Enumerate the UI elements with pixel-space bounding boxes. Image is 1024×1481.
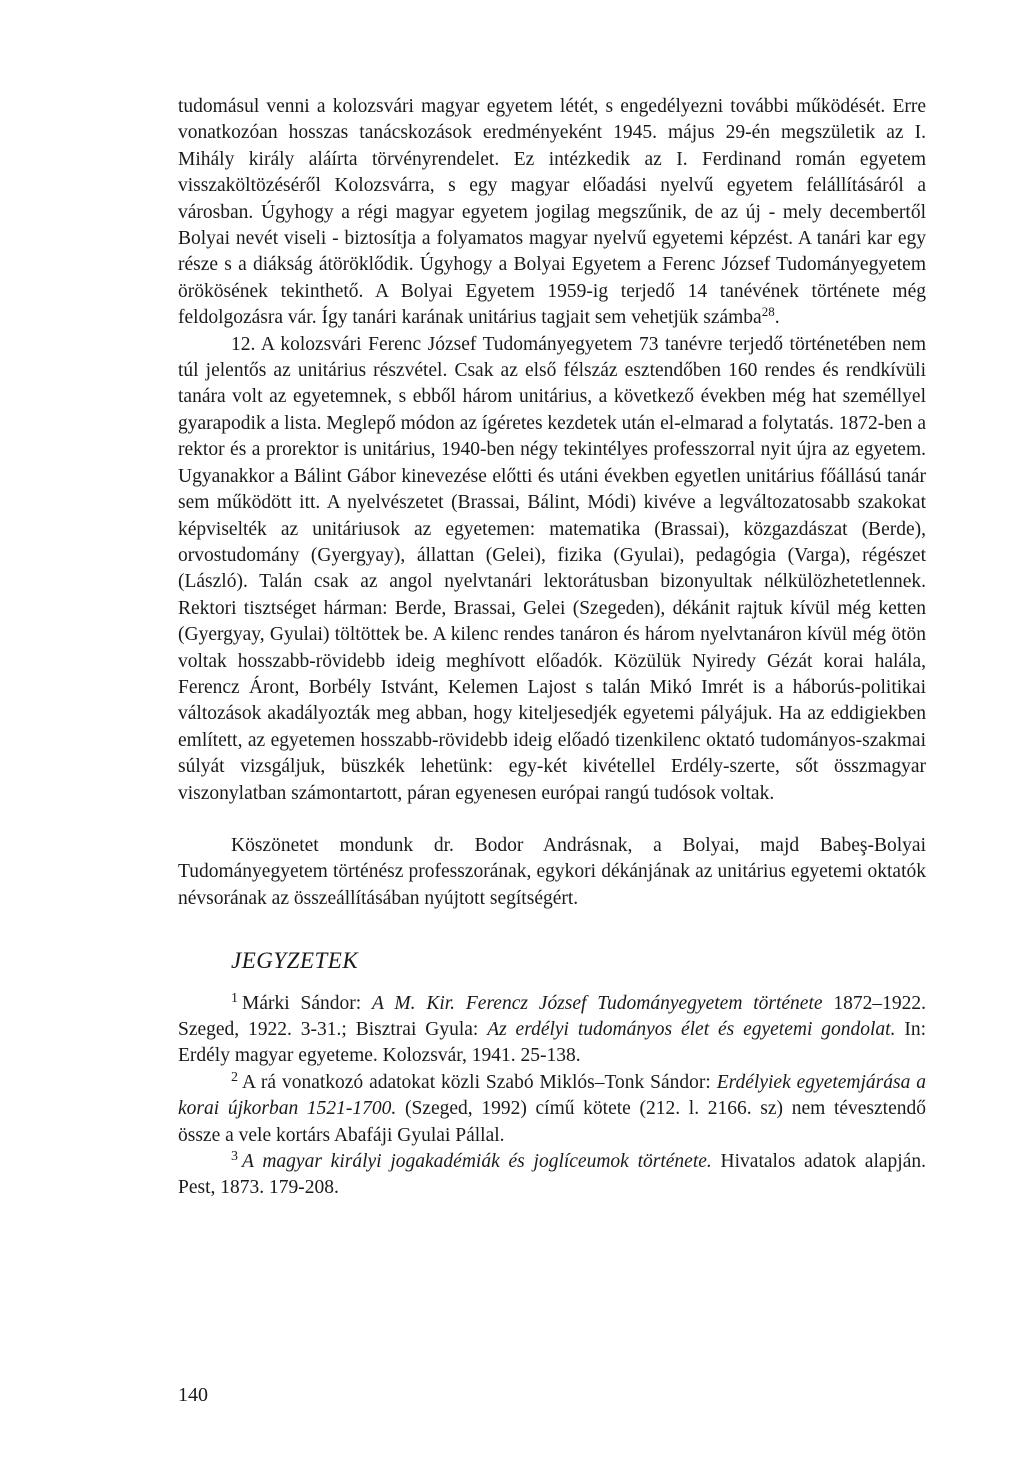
page-number: 140 (178, 1384, 208, 1406)
paragraph-1: tudomásul venni a kolozsvári magyar egyetem létét, s engedélyezni további működését. Erre vonatkozóan hosszas tanácskozások eredményeként 1945. május 29-én megszületik az I. Mihály király aláírta törvényrendelet. Ez intézkedik az I. Ferdinand román egyetem visszaköltözéséről Kolozsvárra, s egy magyar előadási nyelvű egyetem felállításáról a városban. Úgyhogy a régi magyar egyetem jogilag megszűnik, de az új - mely decembertől Bolyai nevét viseli - biztosítja a folyamatos magyar nyelvű egyetemi képzést. A tanári kar egy része s a diákság átöröklődik. Úgyhogy a Bolyai Egyetem a Ferenc József Tudományegyetem örökösének tekinthető. A Bolyai Egyetem 1959-ig terjedő 14 tanévének története még feldolgozásra vár. Így tanári karának unitárius tagjait sem vehetjük számba$^{28}$. (178, 96, 926, 329)
paragraph-2: 12. A kolozsvári Ferenc József Tudományegyetem 73 tanévre terjedő történetében nem túl jelentős az unitárius részvétel. Csak az első félszáz esztendőben 160 rendes és rendkívüli tanára volt az egyetemnek, s ebből három unitárius, a következő években még hat személlyel gyarapodik a lista. Meglepő módon az ígéretes kezdetek után el-elmarad a folytatás. 1872-ben a rektor és a prorektor is unitárius, 1940-ben négy tekintélyes professzorral nyit újra az egyetem. Ugyanakkor a Bálint Gábor kinevezése előtti és utáni években egyetlen unitárius főállású tanár sem működött itt. A nyelvészetet (Brassai, Bálint, Módi) kivéve a legváltozatosabb szakokat képviselték az unitáriusok az egyetemen: matematika (Brassai), közgazdászat (Berde), orvostudomány (Gyergyay), állattan (Gelei), fizika (Gyulai), pedagógia (Varga), régészet (László). Talán csak az angol nyelvtanári lektorátusban bizonyultak nélkülözhetetlennek. Rektori tisztséget hárman: Berde, Brassai, Gelei (Szegeden), dékánit rajtuk kívül még ketten (Gyergyay, Gyulai) töltöttek be. A kilenc rendes tanáron és három nyelvtanáron kívül még ötön voltak hosszabb-rövidebb ideig meghívott előadók. Közülük Nyiredy Gézát korai halála, Ferencz Áront, Borbély Istvánt, Kelemen Lajost s talán Mikó Imrét is a háborús-politikai változások akadályozták meg abban, hogy kiteljesedjék egyetemi pályájuk. Ha az eddigiekben említett, az egyetemen hosszabb-rövidebb ideig előadó tizenkilenc oktató tudományos-szakmai súlyát vizsgáljuk, büszkék lehetünk: egy-két kivétellel Erdély-szerte, sőt összmagyar viszonylatban számontartott, páran egyenesen európai rangú tudósok voltak. (178, 333, 926, 804)
notes-heading: JEGYZETEK (231, 948, 359, 974)
acknowledgement-paragraph: Köszönetet mondunk dr. Bodor Andrásnak, a Bolyai, majd Babeş-Bolyai Tudományegyetem történész professzorának, egykori dékánjának az unitárius egyetemi oktatók névsorának az összeállításában nyújtott segítségért. (178, 834, 926, 909)
footnote-ref-28: 28 (761, 304, 775, 320)
note-1: $^1$ Márki Sándor: A M. Kir. Ferencz József Tudományegyetem története 1872–1922. Szeged, 1922. 3-31.; Bisztrai Gyula: Az erdélyi tudományos élet és egyetemi gondolat. In: Erdély magyar egyeteme. Kolozsvár, 1941. 25-138. (178, 990, 927, 1067)
note-2: $^2$ A rá vonatkozó adatokat közli Szabó Miklós–Tonk Sándor: Erdélyiek egyetemjárása a korai újkorban 1521-1700. (Szeged, 1992) című kötete (212. l. 2166. sz) nem tévesztendő össze a vele kortárs Abafáji Gyulai Pállal. (178, 1069, 926, 1146)
document-body (178, 94, 926, 1202)
note-3: $^3$ A magyar királyi jogakadémiák és joglíceumok története. Hivatalos adatok alapján. Pest, 1873. 179-208. (178, 1149, 926, 1199)
